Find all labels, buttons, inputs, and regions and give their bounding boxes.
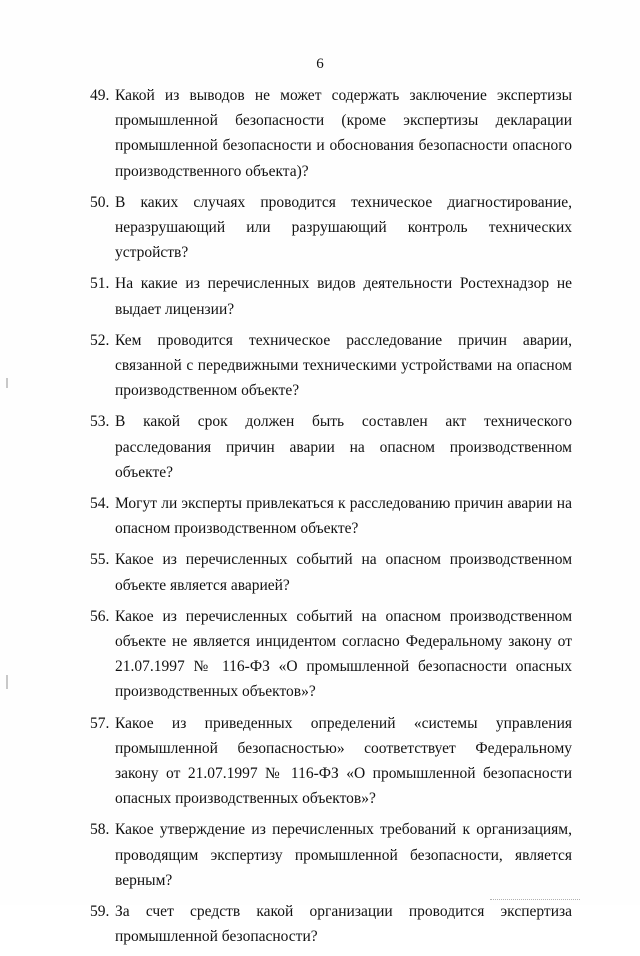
question-text: Кем проводится техническое расследование причин аварии, связанной с передвижными техническими устройствами на опасном производственном объекте? [115, 331, 572, 400]
question-number: 57. [90, 714, 110, 732]
page-number: 6 [316, 56, 324, 72]
question-number: 54. [90, 495, 110, 513]
question-text: За счет средств какой организации проводится экспертиза промышленной безопасности? [115, 903, 572, 946]
list-item [90, 491, 572, 541]
list-item [90, 547, 572, 597]
question-text: Какое из приведенных определений «системы управления промышленной безопасностью» соответствует Федеральному закону от 21.07.1997 № 116-ФЗ «О промышленной безопасности опасных производственных объектов»? [115, 714, 572, 808]
question-number: 52. [90, 331, 110, 349]
scan-artifact [490, 899, 580, 901]
list-item [90, 409, 572, 485]
question-number: 51. [90, 275, 110, 293]
question-text: Какое из перечисленных событий на опасном производственном объекте является аварией? [115, 551, 572, 594]
question-list [90, 83, 572, 956]
scan-artifact [6, 378, 8, 388]
question-number: 55. [90, 551, 110, 569]
question-number: 50. [90, 193, 110, 211]
scan-artifact [6, 675, 8, 689]
question-text: Могут ли эксперты привлекаться к расследованию причин аварии на опасном производственном объекте? [115, 495, 572, 538]
question-text: На какие из перечисленных видов деятельности Ростехнадзор не выдает лицензии? [115, 275, 572, 318]
list-item [90, 604, 572, 705]
list-item [90, 190, 572, 266]
list-item [90, 83, 572, 184]
question-text: В какой срок должен быть составлен акт технического расследования причин аварии на опасном производственном объекте? [115, 413, 572, 481]
list-item [90, 817, 572, 893]
list-item [90, 271, 572, 321]
question-number: 49. [90, 87, 110, 104]
question-text: Какой из выводов не может содержать заключение экспертизы промышленной безопасности (кроме экспертизы декларации промышленной безопасности и обоснования безопасности опасного производственного объекта)? [115, 87, 572, 180]
question-text: В каких случаях проводится техническое диагностирование, неразрушающий или разрушающий контроль технических устройств? [115, 193, 572, 262]
question-number: 53. [90, 413, 110, 431]
question-text: Какое из перечисленных событий на опасном производственном объекте не является инцидентом согласно Федеральному закону от 21.07.1997 № 116-ФЗ «О промышленной безопасности опасных производственных объектов»? [115, 607, 572, 701]
question-number: 56. [90, 607, 110, 625]
question-number: 58. [90, 821, 110, 839]
list-item [90, 899, 572, 949]
question-number: 59. [90, 903, 110, 921]
question-text: Какое утверждение из перечисленных требований к организациям, проводящим экспертизу промышленной безопасности, является верным? [115, 821, 572, 889]
list-item [90, 711, 572, 812]
list-item [90, 328, 572, 404]
